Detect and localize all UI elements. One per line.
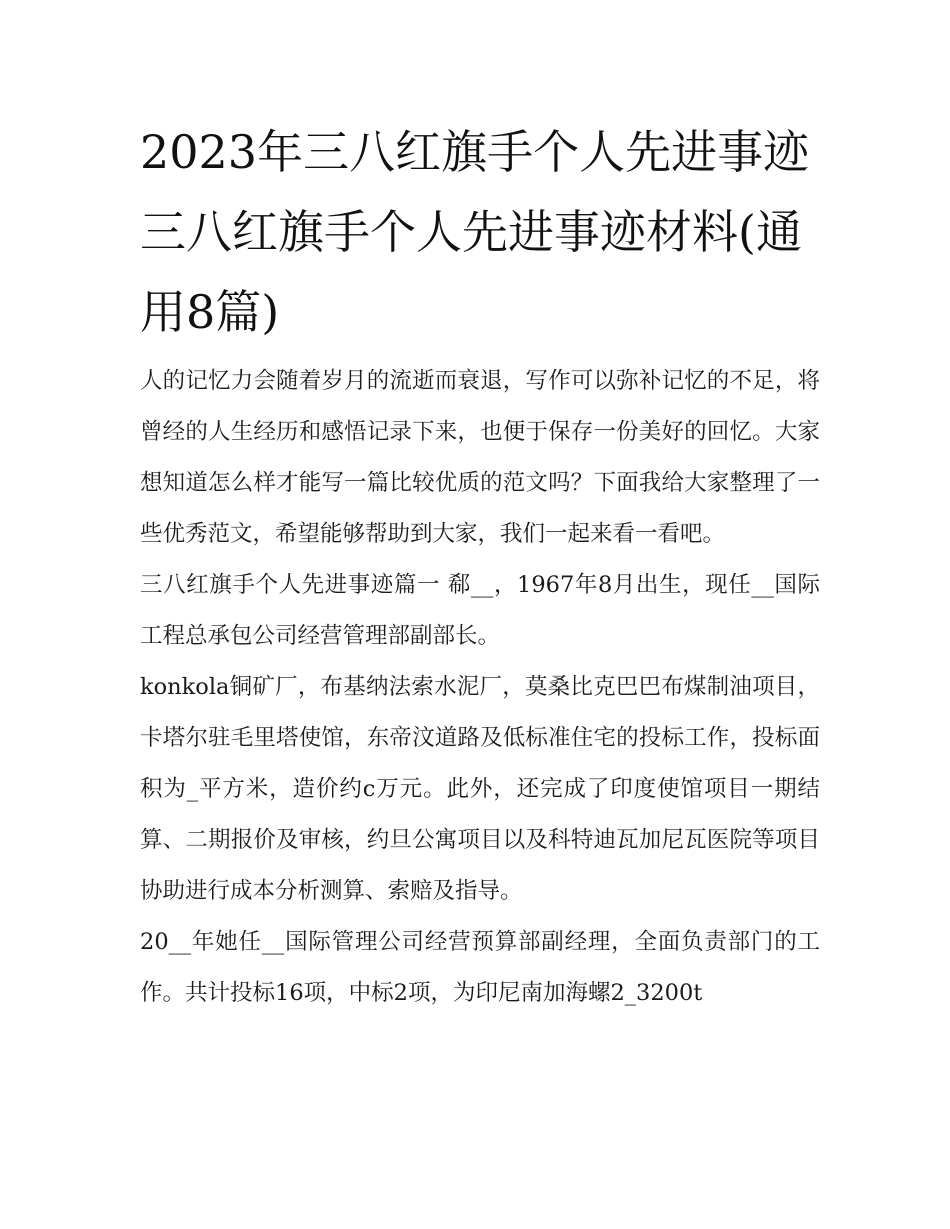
- document-body: [140, 356, 820, 1019]
- paragraph-section-one: 三八红旗手个人先进事迹篇一 郗__，1967年8月出生，现任__国际工程总承包公司经营管理部副部长。: [140, 572, 820, 649]
- document-title: 2023年三八红旗手个人先进事迹 三八红旗手个人先进事迹材料(通用8篇): [140, 125, 810, 339]
- paragraph-projects: konkola铜矿厂，布基纳法索水泥厂，莫桑比克巴巴布煤制油项目，卡塔尔驻毛里塔使馆，东帝汶道路及低标准住宅的投标工作，投标面积为_平方米，造价约c万元。此外，还完成了印度使馆项目一期结算、二期报价及审核，约旦公寓项目以及科特迪瓦加尼瓦医院等项目协助进行成本分析测算、索赔及指导。: [140, 674, 820, 904]
- paragraph-tenure: 20__年她任__国际管理公司经营预算部副经理，全面负责部门的工作。共计投标16项，中标2项，为印尼南加海螺2_3200t: [140, 929, 820, 1006]
- paragraph-intro: 人的记忆力会随着岁月的流逝而衰退，写作可以弥补记忆的不足，将曾经的人生经历和感悟记录下来，也便于保存一份美好的回忆。大家想知道怎么样才能写一篇比较优质的范文吗？下面我给大家整理了一些优秀范文，希望能够帮助到大家，我们一起来看一看吧。: [140, 368, 820, 547]
